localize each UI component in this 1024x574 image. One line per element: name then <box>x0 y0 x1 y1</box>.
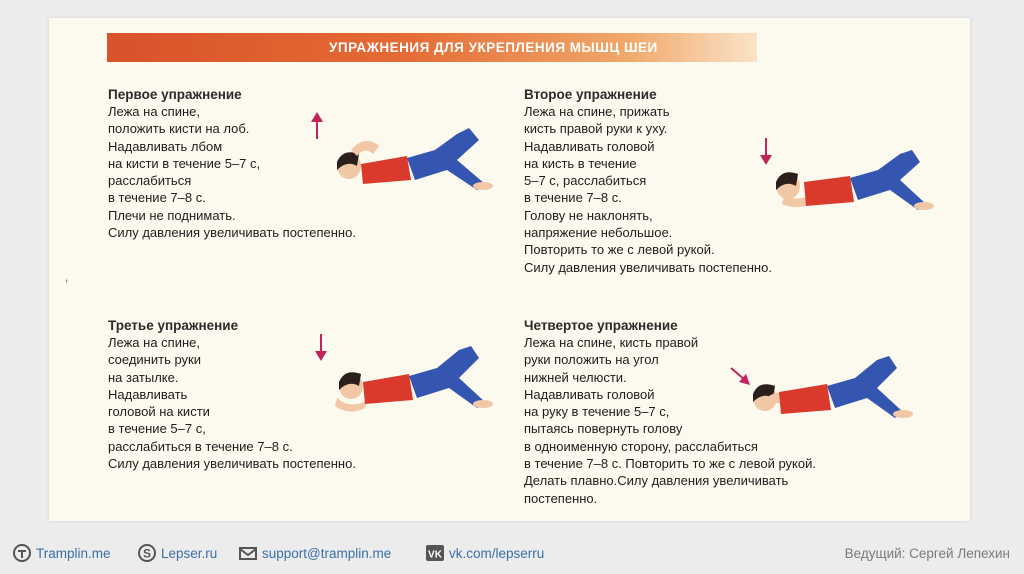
exercise-1-title: Первое упражнение <box>108 87 242 102</box>
footer-link-label: Tramplin.me <box>36 545 111 561</box>
skype-icon <box>137 543 157 563</box>
down-arrow-icon <box>315 334 327 361</box>
text-line: пытаясь повернуть голову <box>524 421 683 437</box>
text-line: на затылке. <box>108 369 179 385</box>
up-arrow-icon <box>311 112 323 139</box>
woman-lying-figure <box>776 150 934 210</box>
footer-link-tramplin[interactable] <box>12 541 111 565</box>
banner-title: УПРАЖНЕНИЯ ДЛЯ УКРЕПЛЕНИЯ МЫШЦ ШЕИ <box>329 40 658 55</box>
text-line: головой на кисти <box>108 404 210 420</box>
text-line: постепенно. <box>524 490 598 506</box>
text-line: расслабиться <box>108 173 192 189</box>
text-line: Лежа на спине, <box>108 335 200 350</box>
footer-link-label: Lepser.ru <box>161 545 218 561</box>
diagonal-arrow-icon <box>731 368 750 385</box>
woman-lying-figure <box>337 128 493 190</box>
text-line: расслабиться в течение 7–8 с. <box>108 438 293 454</box>
text-line: Надавливать головой <box>524 138 655 154</box>
text-line: соединить руки <box>108 352 201 368</box>
text-line: Голову не наклонять, <box>524 207 653 223</box>
text-line: Надавливать лбом <box>108 138 223 154</box>
footer-link-label: vk.com/lepserru <box>449 545 545 561</box>
text-line: Силу давления увеличивать постепенно. <box>108 456 356 472</box>
text-line: в течение 5–7 с, <box>108 421 206 437</box>
text-line: Лежа на спине, прижать <box>524 104 670 119</box>
footer-link-label: support@tramplin.me <box>262 545 392 561</box>
text-line: Плечи не поднимать. <box>108 207 236 223</box>
text-line: положить кисти на лоб. <box>108 121 250 137</box>
tramplin-icon <box>12 543 32 563</box>
exercise-2 <box>524 86 772 276</box>
text-line: Надавливать головой <box>524 386 655 402</box>
footer-link-lepser[interactable] <box>137 541 217 565</box>
text-line: Повторить то же с левой рукой. <box>524 242 715 258</box>
svg-text:VK: VK <box>428 549 442 561</box>
vk-icon <box>425 543 445 563</box>
text-line: напряжение небольшое. <box>524 225 673 241</box>
text-line: Надавливать <box>108 386 188 402</box>
text-line: в течение 7–8 с. <box>108 190 206 206</box>
text-line: Силу давления увеличивать постепенно. <box>108 225 356 241</box>
footer-link-email[interactable] <box>238 541 391 565</box>
text-line: в течение 7–8 с. <box>524 190 622 206</box>
text-line: руки положить на угол <box>524 352 659 368</box>
presenter-name: Ведущий: Сергей Лепехин <box>844 546 1010 561</box>
text-line: Лежа на спине, <box>108 104 200 119</box>
text-line: Делать плавно.Силу давления увеличивать <box>524 473 789 489</box>
exercise-3-illustration <box>311 328 501 418</box>
text-line: кисть правой руки к уху. <box>524 121 668 137</box>
text-line: Лежа на спине, кисть правой <box>524 335 699 350</box>
exercise-4-title: Четвертое упражнение <box>524 318 678 333</box>
text-line: на кисти в течение 5–7 с, <box>108 155 261 171</box>
mail-icon <box>238 543 258 563</box>
footer-link-vk[interactable] <box>425 541 544 565</box>
svg-text:S: S <box>142 546 152 561</box>
exercise-2-illustration <box>754 130 944 220</box>
exercise-4-illustration <box>725 336 925 426</box>
text-line: нижней челюсти. <box>524 369 627 385</box>
text-line: Силу давления увеличивать постепенно. <box>524 259 772 275</box>
stray-mark: ‚ <box>65 268 69 284</box>
slide <box>49 18 970 521</box>
text-line: в течение 7–8 с. Повторить то же с левой рукой. <box>524 456 816 472</box>
exercise-1-illustration <box>307 104 497 194</box>
exercise-3-title: Третье упражнение <box>108 318 239 333</box>
exercise-2-title: Второе упражнение <box>524 87 657 102</box>
woman-lying-figure <box>753 356 913 418</box>
exercise-2-text <box>524 103 772 276</box>
text-line: на руку в течение 5–7 с, <box>524 404 670 420</box>
text-line: 5–7 с, расслабиться <box>524 173 647 189</box>
text-line: в одноименную сторону, расслабиться <box>524 438 758 454</box>
text-line: на кисть в течение <box>524 155 637 171</box>
down-arrow-icon <box>760 138 772 165</box>
woman-lying-figure <box>335 346 493 412</box>
